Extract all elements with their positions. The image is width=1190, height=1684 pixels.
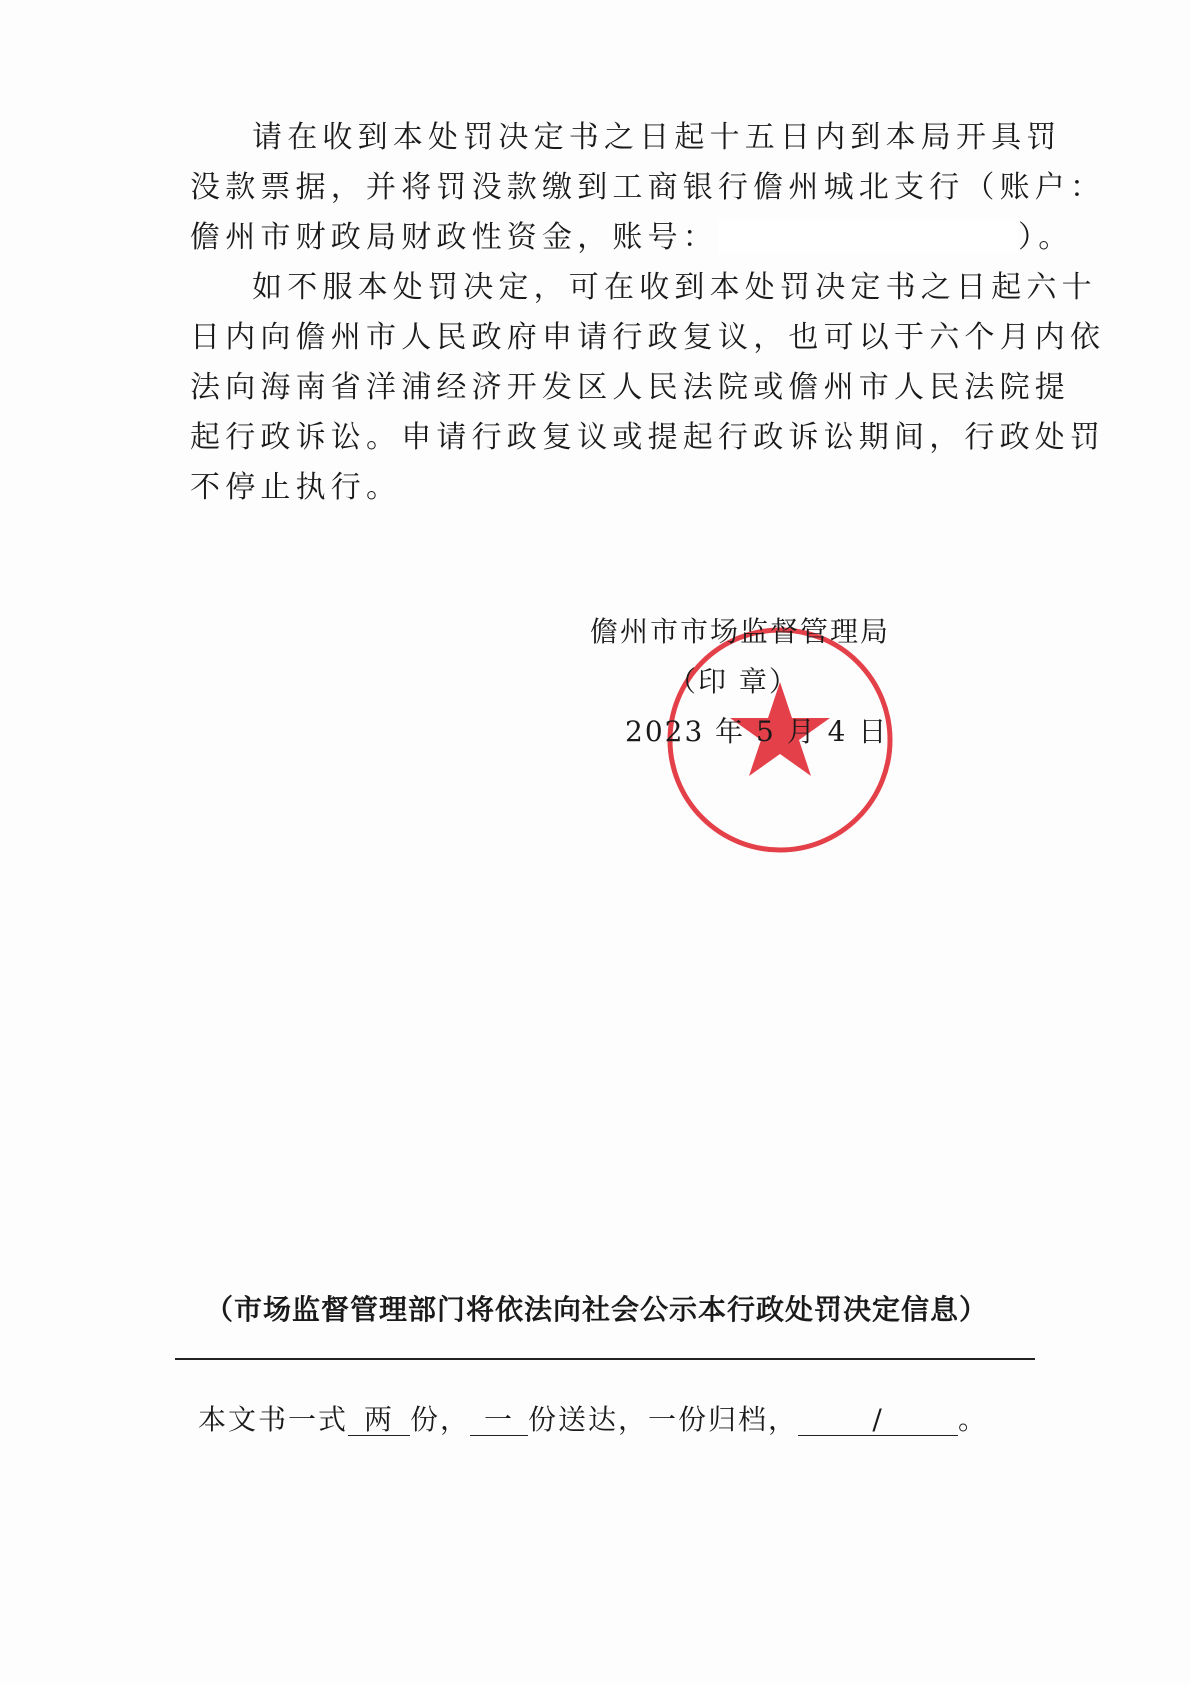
paragraph2-line-5: 不停止执行。 [190, 470, 402, 505]
copies-text-4: 。 [958, 1403, 989, 1436]
other-copies: / [798, 1405, 958, 1436]
paragraph2-line-2: 日内向儋州市人民政府申请行政复议，也可以于六个月内依 [190, 320, 1106, 355]
paragraph1-line-2: 没款票据，并将罚没款缴到工商银行儋州城北支行（账户： [190, 170, 1106, 205]
issue-date: 2023 年 5 月 4 日 [625, 715, 889, 748]
paragraph2-line-1: 如不服本处罚决定，可在收到本处罚决定书之日起六十 [252, 270, 1097, 305]
publicity-notice: （市场监督管理部门将依法向社会公示本行政处罚决定信息） [205, 1293, 989, 1326]
paragraph1-line-3 [190, 218, 1073, 258]
seal-note: （印 章） [668, 665, 799, 698]
copies-statement [198, 1400, 988, 1440]
paragraph2-line-3: 法向海南省洋浦经济开发区人民法院或儋州市人民法院提 [190, 370, 1070, 405]
copies-text-1: 本文书一式 [198, 1403, 349, 1436]
redacted-account-number [718, 221, 1018, 253]
copies-text-2: 份， [410, 1403, 471, 1436]
copies-text-3: 份送达，一份归档， [528, 1403, 799, 1436]
paragraph2-line-4: 起行政诉讼。申请行政复议或提起行政诉讼期间，行政处罚 [190, 420, 1106, 455]
divider [175, 1358, 1035, 1360]
paragraph1-line-1: 请在收到本处罚决定书之日起十五日内到本局开具罚 [252, 120, 1062, 155]
account-close: ）。 [1018, 220, 1074, 255]
account-label: 儋州市财政局财政性资金，账号： [190, 220, 718, 255]
copies-count: 两 [348, 1405, 410, 1436]
served-count: 一 [470, 1405, 528, 1436]
issuing-authority: 儋州市市场监督管理局 [590, 615, 891, 648]
